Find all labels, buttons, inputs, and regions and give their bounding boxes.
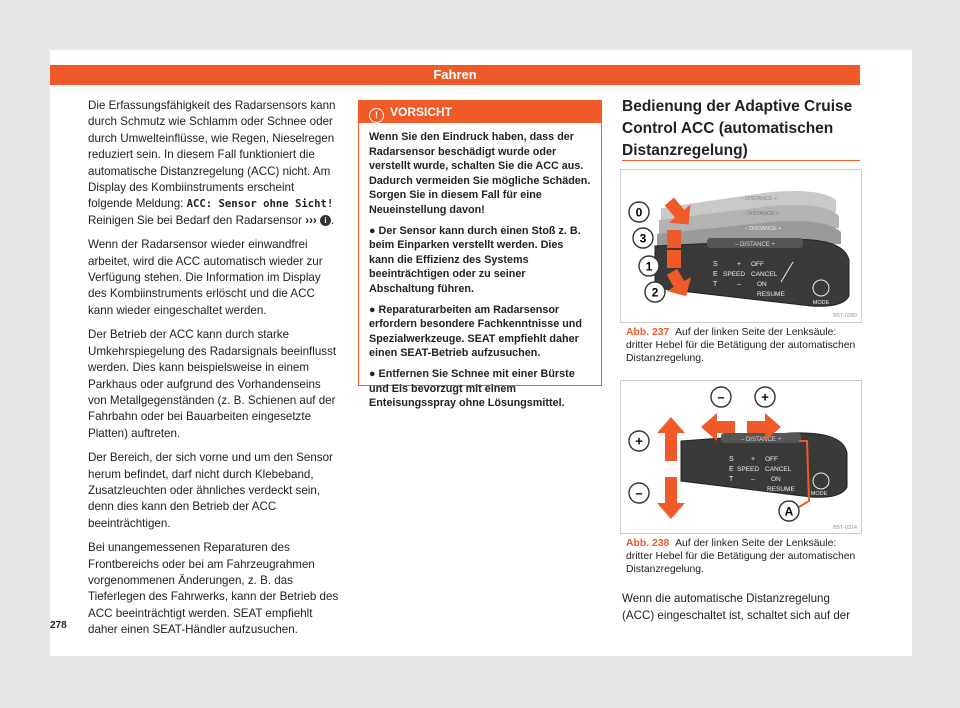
lever-on: ON [757, 281, 767, 288]
section-title: Bedienung der Adaptive Cruise Control ACC (automatischen Distanzregelung) [622, 98, 853, 159]
paragraph-2: Wenn der Radarsensor wieder einwandfrei arbeitet, wird die ACC automatisch wieder zur Verfügung stehen. Die Information im Display des Kombiinstruments erlöscht und die ACC kann wieder eingeschaltet werden. [88, 238, 323, 317]
lever-off: OFF [765, 456, 778, 463]
label-a [779, 501, 799, 521]
paragraph-3: Der Betrieb der ACC kann durch starke Umkehrspiegelung des Radarsignals beeinflusst werden. Dies kann beispielsweise in einem Parkhaus oder aufgrund des Vorhandenseins von Metallgegenständen (z. B. Schienen auf der Fahrbahn oder bei Bauarbeiten eingesetzte Platten) auftreten. [88, 328, 337, 440]
figure-238 [620, 380, 862, 534]
caution-paragraph: Wenn Sie den Eindruck haben, dass der Radarsensor beschädigt wurde oder verstellt wurde, schalten Sie die ACC aus. Dadurch vermeiden Sie mögliche Schäden. Sorgen Sie in diesem Fall für eine Neueinstellung davon! [369, 131, 591, 216]
title-divider [622, 160, 860, 161]
label-minus-left [629, 483, 649, 503]
info-icon: i [320, 215, 331, 226]
lever-mode: MODE [812, 300, 830, 306]
svg-text:–: – [635, 485, 643, 501]
svg-text:–: – [717, 389, 725, 405]
page-number: 278 [50, 620, 67, 631]
ghost-distance-label: – DISTANCE + [744, 226, 782, 232]
label-1 [639, 256, 659, 276]
bar-icon [667, 250, 681, 268]
lever-illustration-1 [621, 170, 861, 322]
caption-text: Auf der linken Seite der Lenksäule: dritter Hebel für die Betätigung der automatischen Distanzregelung. [626, 538, 856, 575]
lever-mode: MODE [810, 491, 828, 497]
caution-bullet: ● Der Sensor kann durch einen Stoß z. B. beim Einparken verstellt werden. Dies kann die Effizienz des Systems beeinträchtigen oder zu seiner Abschaltung führen. [369, 224, 581, 295]
lever-distance-label: – DISTANCE + [740, 437, 782, 443]
lever-minus: – [751, 476, 755, 483]
lever-illustration-2 [621, 381, 861, 533]
caption-text: Auf der linken Seite der Lenksäule: dritter Hebel für die Betätigung der automatischen Distanzregelung. [626, 327, 856, 364]
section-header: Fahren [50, 65, 860, 85]
lever-e: E [713, 271, 718, 278]
caution-header [359, 101, 601, 123]
caution-title: VORSICHT [390, 105, 453, 119]
lever-e: E [729, 466, 734, 473]
label-plus-top [755, 387, 775, 407]
paragraph-4: Der Bereich, der sich vorne und um den Sensor herum befindet, darf nicht durch Klebeband, Zusatzleuchten oder ähnliches verdeckt sein, denn dies kann den Betrieb der ACC beeinträchtigen. [88, 451, 333, 530]
caption-237 [626, 326, 858, 365]
label-0 [629, 202, 649, 222]
svg-text:2: 2 [651, 285, 659, 300]
ghost-distance-label: – DISTANCE + [740, 196, 778, 202]
label-3 [633, 228, 653, 248]
caution-bullet: ● Entfernen Sie Schnee mit einer Bürste und Eis bevorzugt mit einem Enteisungsspray ohne Lösungsmittel. [369, 367, 575, 410]
svg-text:A: A [784, 504, 794, 519]
warning-icon: ! [369, 108, 384, 123]
body-column-right: Wenn die automatische Distanzregelung (ACC) eingeschaltet ist, schaltet sich auf der [622, 592, 851, 622]
figure-number: Abb. 237 [626, 327, 670, 338]
figure-number: Abb. 238 [626, 538, 670, 549]
lever-plus: + [737, 261, 742, 268]
figure-code: B5T-0280 [833, 313, 857, 319]
paragraph-1: Die Erfassungsfähigkeit des Radarsensors kann durch Schmutz wie Schlamm oder Schnee oder durch Umwelteinflüsse, wie Regen, Nieselregen reduziert sein. In diesem Fall funktioniert die automatische Distanzregelung (ACC) nicht. Am Display des Kombiinstruments erscheint folgende Meldung: ACC: Sensor ohne Sicht! Reinigen Sie bei Bedarf den Radarsensor ››› i . [88, 99, 336, 227]
lever-plus: + [751, 456, 756, 463]
lever-minus: – [737, 281, 741, 288]
lever-cancel: CANCEL [765, 466, 792, 473]
caution-body [359, 123, 601, 424]
lever-on: ON [771, 476, 781, 483]
lever-t: T [729, 476, 734, 483]
svg-text:+: + [761, 389, 769, 405]
svg-text:+: + [635, 433, 643, 449]
svg-text:1: 1 [645, 259, 653, 274]
label-2 [645, 282, 665, 302]
paragraph-5: Bei unangemessenen Reparaturen des Frontbereichs oder bei am Fahrzeugrahmen vorgenommenen Änderungen, z. B. das Tieferlegen des Fahrwerks, kann der Betrieb des ACC beeinträchtigt werden. SEAT empfiehlt daher einen SEAT-Händler aufzusuchen. [88, 541, 339, 637]
lever-resume: RESUME [767, 486, 795, 493]
caution-box [358, 100, 602, 410]
display-message: ACC: Sensor ohne Sicht! [186, 198, 334, 211]
cross-reference-arrows: ››› [305, 213, 317, 227]
label-plus-left [629, 431, 649, 451]
lever-s: S [729, 456, 734, 463]
lever-off: OFF [751, 261, 764, 268]
lever-t: T [713, 281, 718, 288]
caption-238 [626, 537, 858, 576]
svg-text:0: 0 [635, 205, 643, 220]
caution-bullet: ● Reparaturarbeiten am Radarsensor erfordern besondere Fachkenntnisse und Spezialwerkzeuge. SEAT empfiehlt daher einen SEAT-Betrieb aufzusuchen. [369, 303, 582, 360]
lever-speed: SPEED [737, 466, 760, 473]
label-minus-top [711, 387, 731, 407]
body-column-left [88, 98, 340, 647]
bar-icon [667, 230, 681, 248]
ghost-distance-label: – DISTANCE + [742, 211, 780, 217]
lever-cancel: CANCEL [751, 271, 778, 278]
figure-code: B5T-0314 [833, 525, 857, 531]
lever-resume: RESUME [757, 291, 785, 298]
figure-237 [620, 169, 862, 323]
lever-distance-label: – DISTANCE + [734, 242, 776, 248]
svg-text:3: 3 [639, 231, 647, 246]
lever-s: S [713, 261, 718, 268]
lever-speed: SPEED [723, 271, 746, 278]
